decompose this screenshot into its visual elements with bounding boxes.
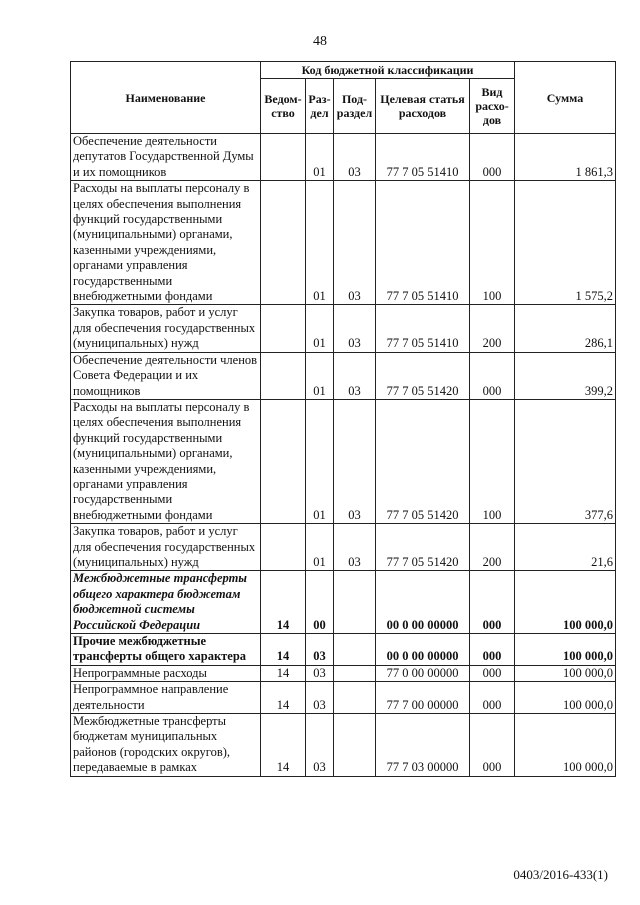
table-row <box>71 634 616 666</box>
row-sum: 21,6 <box>515 524 616 571</box>
row-podr <box>334 682 376 714</box>
row-podr <box>334 571 376 634</box>
row-vr: 000 <box>470 714 515 777</box>
row-podr: 03 <box>334 399 376 523</box>
row-csr: 00 0 00 00000 <box>376 571 470 634</box>
row-vr: 000 <box>470 571 515 634</box>
row-ved: 14 <box>261 714 306 777</box>
row-vr: 000 <box>470 682 515 714</box>
row-vr: 100 <box>470 181 515 305</box>
row-razd: 03 <box>306 634 334 666</box>
row-razd: 01 <box>306 352 334 399</box>
row-podr: 03 <box>334 305 376 352</box>
row-csr: 77 7 05 51410 <box>376 305 470 352</box>
row-sum: 100 000,0 <box>515 634 616 666</box>
table-row <box>71 352 616 399</box>
row-podr <box>334 714 376 777</box>
table-row <box>71 399 616 523</box>
row-podr: 03 <box>334 352 376 399</box>
row-vr: 000 <box>470 134 515 181</box>
table-row <box>71 524 616 571</box>
row-ved <box>261 134 306 181</box>
row-podr: 03 <box>334 134 376 181</box>
row-razd: 01 <box>306 181 334 305</box>
table-row <box>71 181 616 305</box>
header-sum: Сумма <box>515 62 616 134</box>
row-vr: 200 <box>470 305 515 352</box>
row-razd: 00 <box>306 571 334 634</box>
row-csr: 77 7 05 51410 <box>376 181 470 305</box>
header-csr: Целевая статья расходов <box>376 79 470 134</box>
row-podr <box>334 634 376 666</box>
row-razd: 03 <box>306 682 334 714</box>
row-ved: 14 <box>261 665 306 681</box>
row-ved: 14 <box>261 634 306 666</box>
row-csr: 77 0 00 00000 <box>376 665 470 681</box>
row-razd: 03 <box>306 714 334 777</box>
row-podr: 03 <box>334 524 376 571</box>
header-vr: Вид расхо-дов <box>470 79 515 134</box>
row-name: Расходы на выплаты персоналу в целях обеспечения выполнения функций государственными (муниципальными) органами, казенными учреждениями, органами управления государственными внебюджетными фондами <box>71 181 261 305</box>
header-name: Наименование <box>71 62 261 134</box>
row-ved: 14 <box>261 571 306 634</box>
row-ved: 14 <box>261 682 306 714</box>
row-sum: 100 000,0 <box>515 665 616 681</box>
row-sum: 1 861,3 <box>515 134 616 181</box>
row-csr: 77 7 05 51420 <box>376 352 470 399</box>
row-ved <box>261 524 306 571</box>
header-razd: Раз-дел <box>306 79 334 134</box>
table-row <box>71 305 616 352</box>
row-razd: 01 <box>306 399 334 523</box>
header-podr: Под-раздел <box>334 79 376 134</box>
row-name: Прочие межбюджетные трансферты общего характера <box>71 634 261 666</box>
row-name: Межбюджетные трансферты общего характера бюджетам бюджетной системы Российской Федерации <box>71 571 261 634</box>
row-name: Закупка товаров, работ и услуг для обеспечения государственных (муниципальных) нужд <box>71 305 261 352</box>
row-vr: 100 <box>470 399 515 523</box>
row-name: Расходы на выплаты персоналу в целях обеспечения выполнения функций государственными (муниципальными) органами, казенными учреждениями, органами управления государственными внебюджетными фондами <box>71 399 261 523</box>
table-row <box>71 682 616 714</box>
row-csr: 77 7 05 51420 <box>376 399 470 523</box>
row-sum: 100 000,0 <box>515 714 616 777</box>
row-ved <box>261 352 306 399</box>
page-number: 48 <box>313 34 327 49</box>
row-sum: 399,2 <box>515 352 616 399</box>
row-name: Межбюджетные трансферты бюджетам муниципальных районов (городских округов), передаваемые в рамках <box>71 714 261 777</box>
table-row <box>71 571 616 634</box>
row-name: Непрограммные расходы <box>71 665 261 681</box>
row-csr: 77 7 05 51420 <box>376 524 470 571</box>
row-razd: 01 <box>306 134 334 181</box>
row-name: Закупка товаров, работ и услуг для обеспечения государственных (муниципальных) нужд <box>71 524 261 571</box>
row-razd: 01 <box>306 524 334 571</box>
table-body <box>71 134 616 777</box>
row-vr: 000 <box>470 352 515 399</box>
row-vr: 000 <box>470 665 515 681</box>
row-razd: 03 <box>306 665 334 681</box>
table-row <box>71 665 616 681</box>
row-name: Обеспечение деятельности членов Совета Федерации и их помощников <box>71 352 261 399</box>
row-podr <box>334 665 376 681</box>
row-name: Непрограммное направление деятельности <box>71 682 261 714</box>
header-code-group: Код бюджетной классификации <box>261 62 515 79</box>
row-csr: 77 7 00 00000 <box>376 682 470 714</box>
row-name: Обеспечение деятельности депутатов Государственной Думы и их помощников <box>71 134 261 181</box>
row-podr: 03 <box>334 181 376 305</box>
row-csr: 00 0 00 00000 <box>376 634 470 666</box>
row-ved <box>261 181 306 305</box>
row-csr: 77 7 05 51410 <box>376 134 470 181</box>
row-sum: 286,1 <box>515 305 616 352</box>
row-vr: 000 <box>470 634 515 666</box>
row-ved <box>261 305 306 352</box>
table-row <box>71 714 616 777</box>
budget-table <box>70 61 616 777</box>
row-vr: 200 <box>470 524 515 571</box>
row-sum: 100 000,0 <box>515 571 616 634</box>
row-sum: 377,6 <box>515 399 616 523</box>
table-row <box>71 134 616 181</box>
document-code: 0403/2016-433(1) <box>513 867 608 882</box>
header-ved: Ведом-ство <box>261 79 306 134</box>
row-sum: 100 000,0 <box>515 682 616 714</box>
row-sum: 1 575,2 <box>515 181 616 305</box>
row-csr: 77 7 03 00000 <box>376 714 470 777</box>
row-ved <box>261 399 306 523</box>
row-razd: 01 <box>306 305 334 352</box>
